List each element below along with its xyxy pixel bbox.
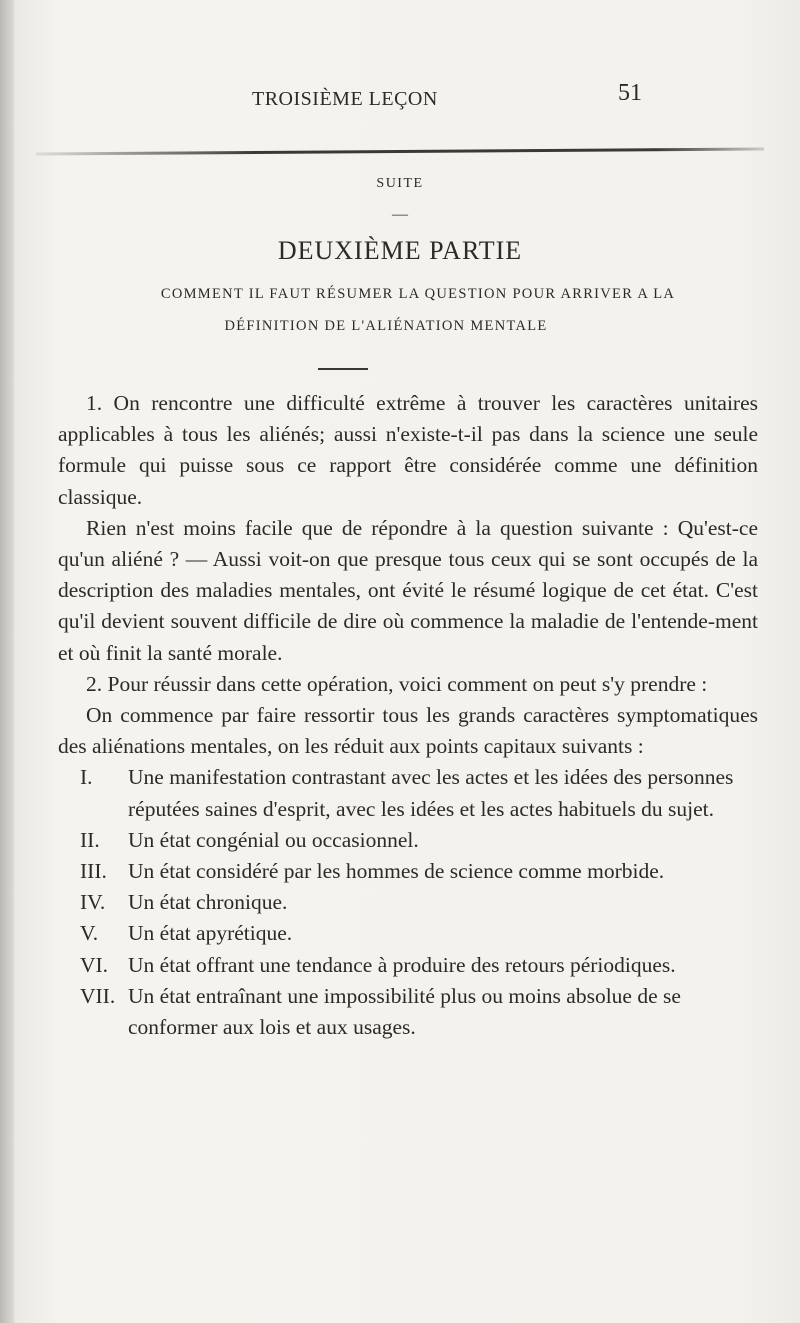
ornament-rule [318, 368, 368, 370]
page-number: 51 [618, 80, 642, 106]
list-item-number: III. [80, 859, 107, 884]
body-text [58, 388, 758, 1043]
list-item [58, 918, 758, 949]
list-item [58, 981, 758, 1043]
subtitle-line-2: DÉFINITION DE L'ALIÉNATION MENTALE [224, 318, 548, 334]
subtitle-line-1: COMMENT IL FAUT RÉSUMER LA QUESTION POUR ARRIVER A LA [160, 286, 676, 302]
list-item-number: II. [80, 827, 100, 852]
list-item-text: Un état congénial ou occasionnel. [128, 827, 419, 852]
list-item-text: Une manifestation contrastant avec les actes et les idées des personnes réputées saines d'esprit, avec les idées et les actes habituels du sujet. [128, 765, 734, 821]
paragraph-4: On commence par faire ressortir tous les grands caractères symptomatiques des aliénations mentales, on les réduit aux points capitaux suivants : [58, 703, 758, 759]
list-item [58, 762, 758, 824]
running-title: TROISIÈME LEÇON [252, 88, 438, 110]
list-item-text: Un état offrant une tendance à produire des retours périodiques. [128, 952, 676, 977]
list-item-text: Un état chronique. [128, 890, 288, 915]
suite-label: SUITE [376, 176, 424, 191]
list-item [58, 825, 758, 856]
page-header [0, 80, 800, 120]
paragraph-3: 2. Pour réussir dans cette opération, voici comment on peut s'y prendre : [86, 671, 708, 696]
list-item-number: V. [80, 921, 99, 946]
separator-dash: — [392, 206, 408, 223]
paragraph-2: Rien n'est moins facile que de répondre à la question suivante : Qu'est-ce qu'un aliéné ? — Aussi voit-on que presque tous ceux qui se sont occupés de la description des maladies mentales, ont évité le résumé logique de cet état. C'est qu'il devient souvent difficile de dire où commence la maladie de l'entende-ment et où finit la santé morale. [58, 515, 758, 665]
header-rule [36, 147, 764, 155]
list-item-number: VII. [80, 983, 116, 1008]
list-item-number: I. [80, 765, 93, 790]
list-item [58, 887, 758, 918]
list-item-text: Un état entraînant une impossibilité plus ou moins absolue de se conformer aux lois et aux usages. [128, 983, 681, 1040]
list-item-text: Un état considéré par les hommes de science comme morbide. [128, 859, 665, 884]
list-item [58, 950, 758, 981]
paragraph-1: 1. On rencontre une difficulté extrême à trouver les caractères unitaires applicables à tous les aliénés; aussi n'existe-t-il pas dans la science une seule formule qui puisse sous ce rapport être considérée comme une définition classique. [58, 391, 758, 509]
list-item-text: Un état apyrétique. [128, 921, 293, 946]
part-title: DEUXIÈME PARTIE [277, 236, 523, 265]
characteristics-list [58, 762, 758, 1043]
list-item-number: IV. [80, 890, 106, 915]
list-item-number: VI. [80, 952, 109, 977]
list-item [58, 856, 758, 887]
page-spine-shadow [0, 0, 14, 1323]
